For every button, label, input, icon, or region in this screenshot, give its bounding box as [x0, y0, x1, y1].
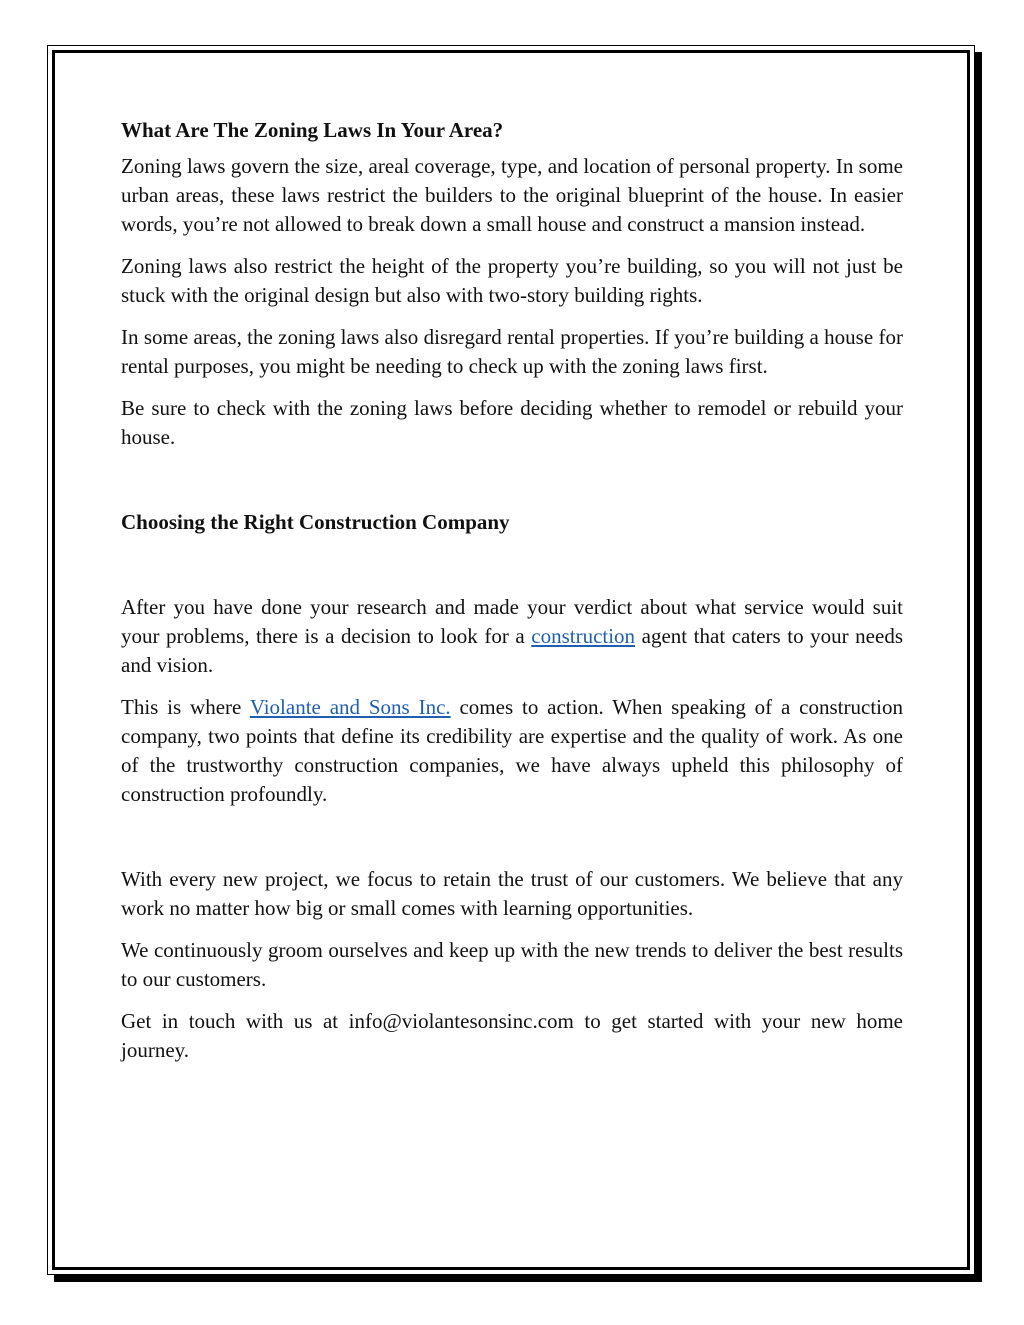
construction-heading: Choosing the Right Construction Company — [121, 510, 510, 534]
zoning-heading: What Are The Zoning Laws In Your Area? — [121, 118, 504, 142]
document-body — [121, 116, 903, 1065]
construction-paragraph-1 — [121, 593, 903, 680]
construction-paragraph-4: We continuously groom ourselves and keep up with the new trends to deliver the best results to our customers. — [121, 938, 903, 991]
construction-paragraph-5: Get in touch with us at info@violantesonsinc.com to get started with your new home journey. — [121, 1009, 903, 1062]
construction-paragraph-1-text-b: agent that caters to your needs and vision. — [121, 624, 903, 677]
construction-link[interactable]: construction — [531, 624, 636, 648]
construction-paragraph-2 — [121, 693, 903, 809]
construction-paragraph-2-text-a: This is where — [121, 695, 250, 719]
violante-link[interactable]: Violante and Sons Inc. — [249, 695, 451, 719]
construction-paragraph-3: With every new project, we focus to retain the trust of our customers. We believe that any work no matter how big or small comes with learning opportunities. — [121, 867, 903, 920]
zoning-paragraph-3: In some areas, the zoning laws also disregard rental properties. If you’re building a house for rental purposes, you might be needing to check up with the zoning laws first. — [121, 325, 903, 378]
zoning-paragraph-2: Zoning laws also restrict the height of the property you’re building, so you will not just be stuck with the original design but also with two-story building rights. — [121, 254, 903, 307]
zoning-paragraph-4: Be sure to check with the zoning laws before deciding whether to remodel or rebuild your house. — [121, 396, 903, 449]
construction-paragraph-2-text-b: comes to action. When speaking of a construction company, two points that define its credibility are expertise and the quality of work. As one of the trustworthy construction companies, we have always upheld this philosophy of construction profoundly. — [121, 695, 903, 806]
zoning-paragraph-1: Zoning laws govern the size, areal coverage, type, and location of personal property. In some urban areas, these laws restrict the builders to the original blueprint of the house. In easier words, you’re not allowed to break down a small house and construct a mansion instead. — [121, 154, 903, 236]
construction-paragraph-1-text-a: After you have done your research and made your verdict about what service would suit your problems, there is a decision to look for a — [121, 595, 903, 648]
